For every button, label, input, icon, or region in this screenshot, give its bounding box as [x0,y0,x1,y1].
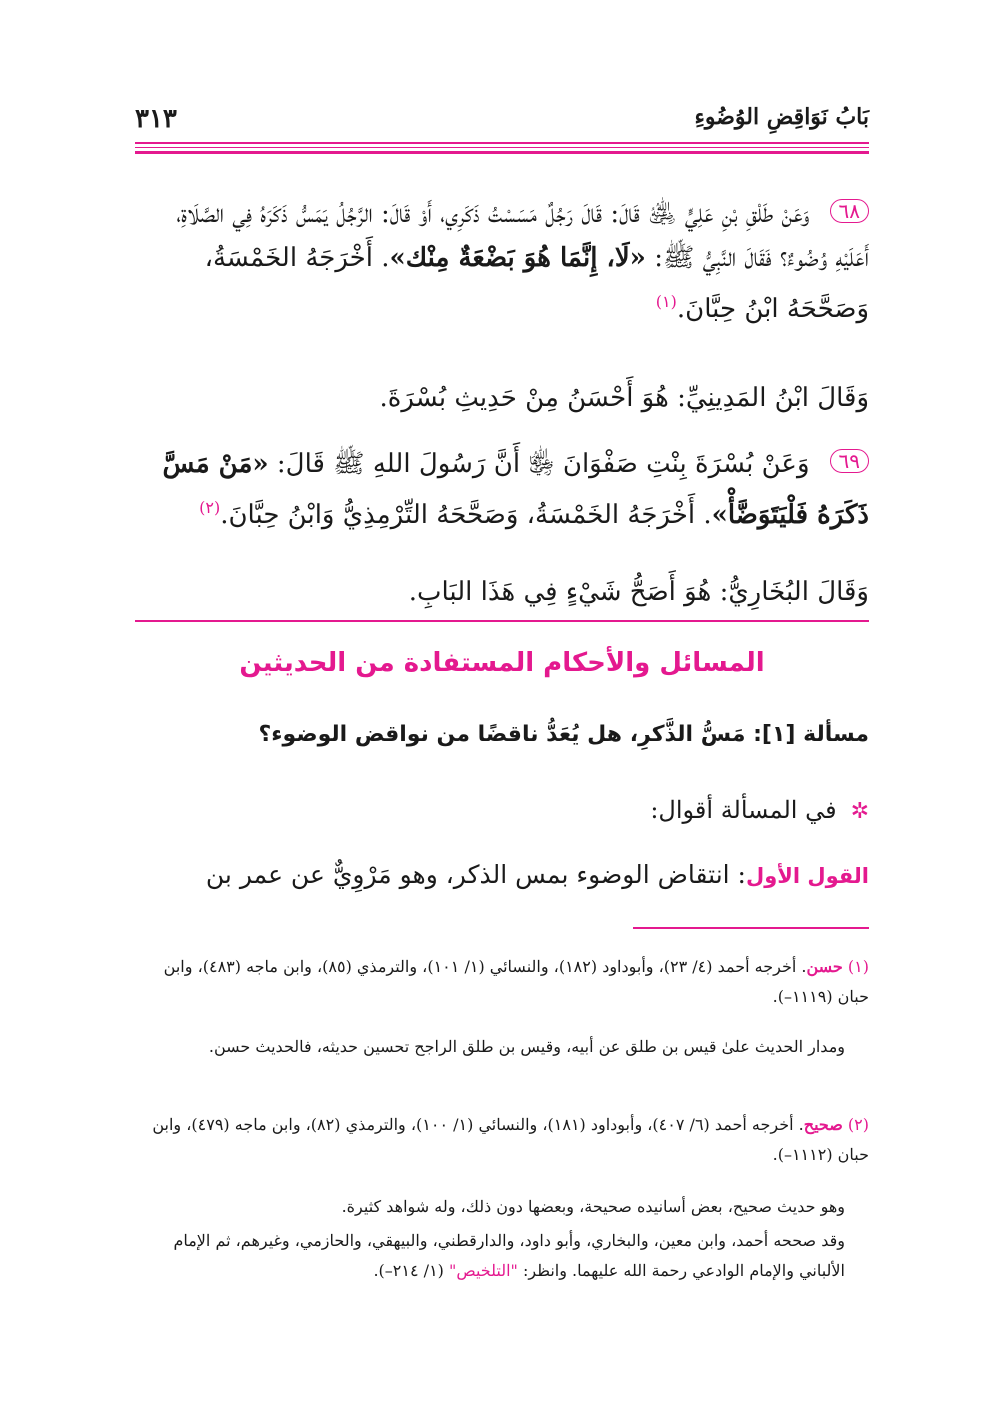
footnote-text: (١/ ٢١٤–). [373,1261,449,1280]
hadith-number-badge: ٦٨ [830,199,869,223]
first-saying-label: القول الأول [745,864,869,888]
sayings-intro-text: في المسألة أقوال: [650,796,837,824]
hadith-68 [135,192,869,331]
sayings-intro [135,796,869,824]
hadith-text: وَعَنْ بُسْرَةَ بِنْتِ صَفْوَانَ ﵂ أَنَّ رَسُولَ اللهِ ﷺ قَالَ: [268,449,810,479]
footnote-2-note: وهو حديث صحيح، بعض أسانيده صحيحة، وبعضها دون ذلك، وله شواهد كثيرة. [341,1197,845,1216]
first-saying-text: : انتقاض الوضوء بمس الذكر، وهو مَرْوِيٌّ عن عمر بن [205,860,746,889]
footnote-ref[interactable]: (١) [655,292,677,311]
footnote-text: . أخرجه أحمد (٤/ ٢٣)، وأبوداود (١٨٢)، والنسائي (١/ ١٠١)، والترمذي (٨٥)، وابن ماجه (٤٨٣)، وابن حبان (١١١٩–). [163,957,869,1006]
hadith-69 [135,442,869,537]
footnote-2-validators [135,1226,869,1286]
section-divider [135,620,869,622]
footnote-2 [135,1110,869,1170]
issue-heading: مسألة [١]: مَسُّ الذَّكرِ، هل يُعَدُّ ناقضًا من نواقض الوضوء؟ [258,722,869,747]
page-number: ٣١٣ [135,104,177,134]
footnote-text: وقد صححه أحمد، وابن معين، والبخاري، وأبو داود، والدارقطني، والبيهقي، والحازمي، وغيرهم، ثم الإمام الألباني والإمام الوادعي رحمة الله عليهما. وانظر: [173,1231,845,1280]
hadith-quote: «مَنْ مَسَّ ذَكَرَهُ فَلْيَتَوَضَّأْ» [162,449,869,530]
footnote-1 [135,952,869,1012]
bukhari-statement: وَقَالَ البُخَارِيُّ: هُوَ أَصَحُّ شَيْءٍ فِي هَذَا البَابِ. [408,577,869,607]
chapter-title: بَابُ نَوَاقِضِ الوُضُوءِ [694,104,869,130]
footnote-ref[interactable]: (٢) [199,498,221,517]
header-rule [135,142,869,144]
ornament-star-icon: ✲ [850,799,869,824]
madini-statement: وَقَالَ ابْنُ المَدِينِيِّ: هُوَ أَحْسَنُ مِنْ حَدِيثِ بُسْرَةَ. [379,383,869,413]
header-rule [135,147,869,148]
grade-label: حسن [806,957,843,976]
section-title: المسائل والأحكام المستفادة من الحديثين [239,648,765,678]
hadith-text: وَعَنْ طَلْقِ بْنِ عَلِيٍّ ﵁ قَالَ: قَالَ رَجُلٌ مَسَسْتُ ذَكَرِي، أَوْ قَالَ: الرَّجُلُ يَمَسُّ ذَكَرَهُ فِي الصَّلَاةِ، أَعَلَيْهِ وُضُوءٌ؟ فَقَالَ النَّبِيُّ ﷺ: [176,199,869,273]
hadith-text: . أَخْرَجَهُ الخَمْسَةُ، وَصَحَّحَهُ التِّرْمِذِيُّ وَابْنُ حِبَّانَ. [220,500,712,530]
hadith-text: . أَخْرَجَهُ الخَمْسَةُ، وَصَحَّحَهُ ابْنُ حِبَّانَ. [204,243,869,324]
hadith-quote: «لَا، إِنَّمَا هُوَ بَضْعَةٌ مِنْك» [389,243,646,273]
header-rule [135,151,869,154]
footnote-number: (١) [847,957,869,976]
book-reference: "التلخيص" [448,1261,518,1280]
first-saying [135,860,869,889]
footnote-1-note: ومدار الحديث علىٰ قيس بن طلق عن أبيه، وقيس بن طلق الراجح تحسين حديثه، فالحديث حسن. [208,1037,845,1056]
footnote-text: . أخرجه أحمد (٦/ ٤٠٧)، وأبوداود (١٨١)، والنسائي (١/ ١٠٠)، والترمذي (٨٢)، وابن ماجه (٤٧٩)، وابن حبان (١١١٢–). [152,1115,869,1164]
hadith-number-badge: ٦٩ [830,449,869,473]
footnote-separator [633,927,869,929]
grade-label: صحيح [803,1115,843,1134]
footnote-number: (٢) [847,1115,869,1134]
